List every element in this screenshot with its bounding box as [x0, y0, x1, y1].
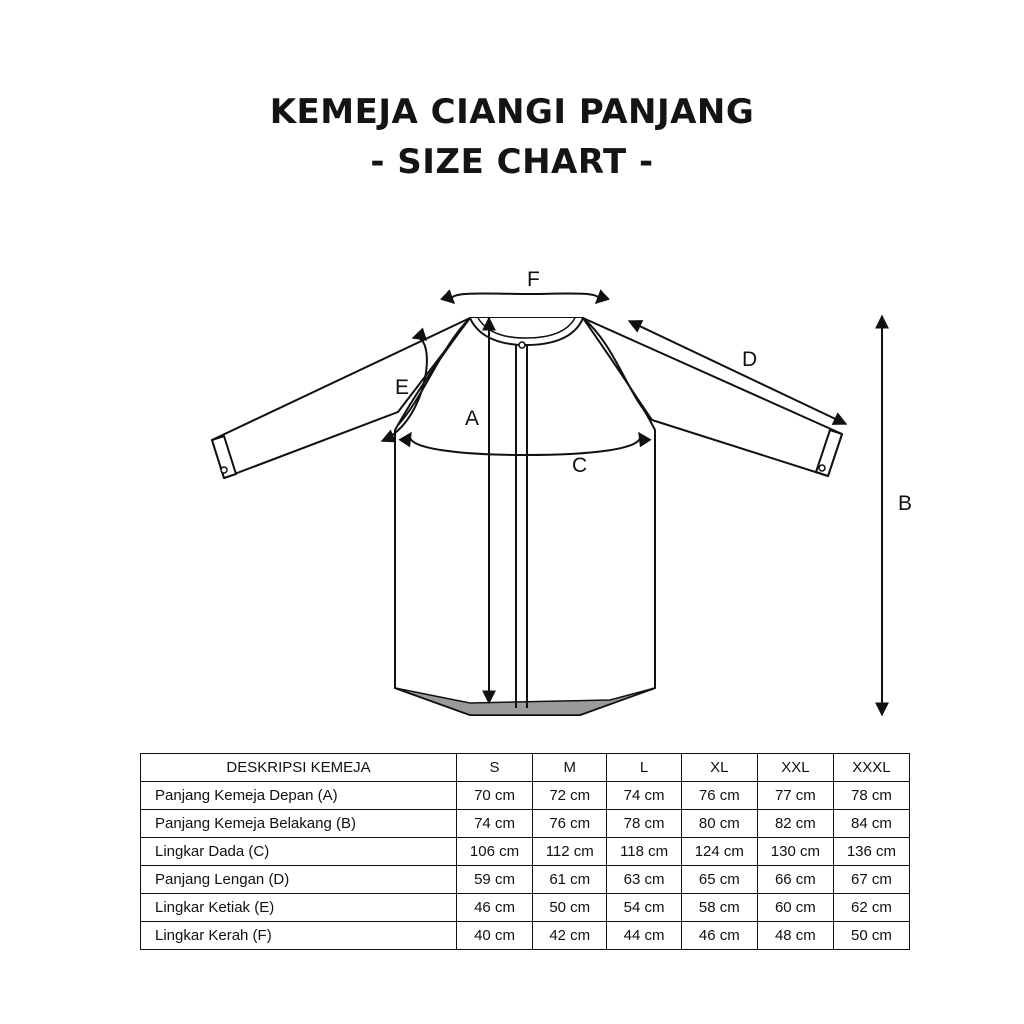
shirt-body — [395, 318, 655, 715]
table-cell: 44 cm — [607, 922, 681, 950]
table-cell: 48 cm — [757, 922, 833, 950]
table-cell: 40 cm — [457, 922, 533, 950]
table-cell: 106 cm — [457, 838, 533, 866]
table-cell: 63 cm — [607, 866, 681, 894]
table-header-row — [141, 754, 910, 782]
table-cell: 82 cm — [757, 810, 833, 838]
table-cell: 76 cm — [533, 810, 607, 838]
table-cell: 130 cm — [757, 838, 833, 866]
table-cell: 74 cm — [457, 810, 533, 838]
table-cell: 66 cm — [757, 866, 833, 894]
table-cell: 67 cm — [833, 866, 909, 894]
table-row — [141, 922, 910, 950]
table-row — [141, 810, 910, 838]
table-cell: 58 cm — [681, 894, 757, 922]
row-description: Lingkar Ketiak (E) — [141, 894, 457, 922]
table-cell: 54 cm — [607, 894, 681, 922]
label-a: A — [465, 407, 480, 430]
table-row — [141, 894, 910, 922]
row-description: Panjang Lengan (D) — [141, 866, 457, 894]
table-cell: 84 cm — [833, 810, 909, 838]
table-cell: 70 cm — [457, 782, 533, 810]
row-description: Panjang Kemeja Belakang (B) — [141, 810, 457, 838]
header-description: DESKRIPSI KEMEJA — [141, 754, 457, 782]
table-cell: 72 cm — [533, 782, 607, 810]
table-row — [141, 838, 910, 866]
header-size-m: M — [533, 754, 607, 782]
header-size-xxxl: XXXL — [833, 754, 909, 782]
table-cell: 60 cm — [757, 894, 833, 922]
label-f: F — [527, 268, 540, 291]
table-cell: 118 cm — [607, 838, 681, 866]
row-description: Lingkar Dada (C) — [141, 838, 457, 866]
measure-f-arrow — [452, 293, 599, 303]
size-table — [140, 753, 910, 950]
header-size-s: S — [457, 754, 533, 782]
table-cell: 78 cm — [607, 810, 681, 838]
table-cell: 78 cm — [833, 782, 909, 810]
row-description: Panjang Kemeja Depan (A) — [141, 782, 457, 810]
table-cell: 61 cm — [533, 866, 607, 894]
table-cell: 46 cm — [681, 922, 757, 950]
chart-subtitle: - SIZE CHART - — [370, 142, 654, 182]
header-size-xxl: XXL — [757, 754, 833, 782]
table-cell: 62 cm — [833, 894, 909, 922]
table-row — [141, 782, 910, 810]
table-cell: 112 cm — [533, 838, 607, 866]
chart-title: KEMEJA CIANGI PANJANG — [269, 92, 755, 132]
header-size-xl: XL — [681, 754, 757, 782]
table-cell: 46 cm — [457, 894, 533, 922]
row-description: Lingkar Kerah (F) — [141, 922, 457, 950]
table-cell: 50 cm — [533, 894, 607, 922]
label-d: D — [742, 348, 758, 371]
table-cell: 136 cm — [833, 838, 909, 866]
table-cell: 124 cm — [681, 838, 757, 866]
table-cell: 65 cm — [681, 866, 757, 894]
label-c: C — [572, 454, 588, 477]
table-cell: 74 cm — [607, 782, 681, 810]
table-cell: 77 cm — [757, 782, 833, 810]
table-row — [141, 866, 910, 894]
table-cell: 80 cm — [681, 810, 757, 838]
table-cell: 76 cm — [681, 782, 757, 810]
table-cell: 42 cm — [533, 922, 607, 950]
label-e: E — [395, 376, 410, 399]
header-size-l: L — [607, 754, 681, 782]
table-cell: 59 cm — [457, 866, 533, 894]
table-cell: 50 cm — [833, 922, 909, 950]
label-b: B — [898, 492, 913, 515]
